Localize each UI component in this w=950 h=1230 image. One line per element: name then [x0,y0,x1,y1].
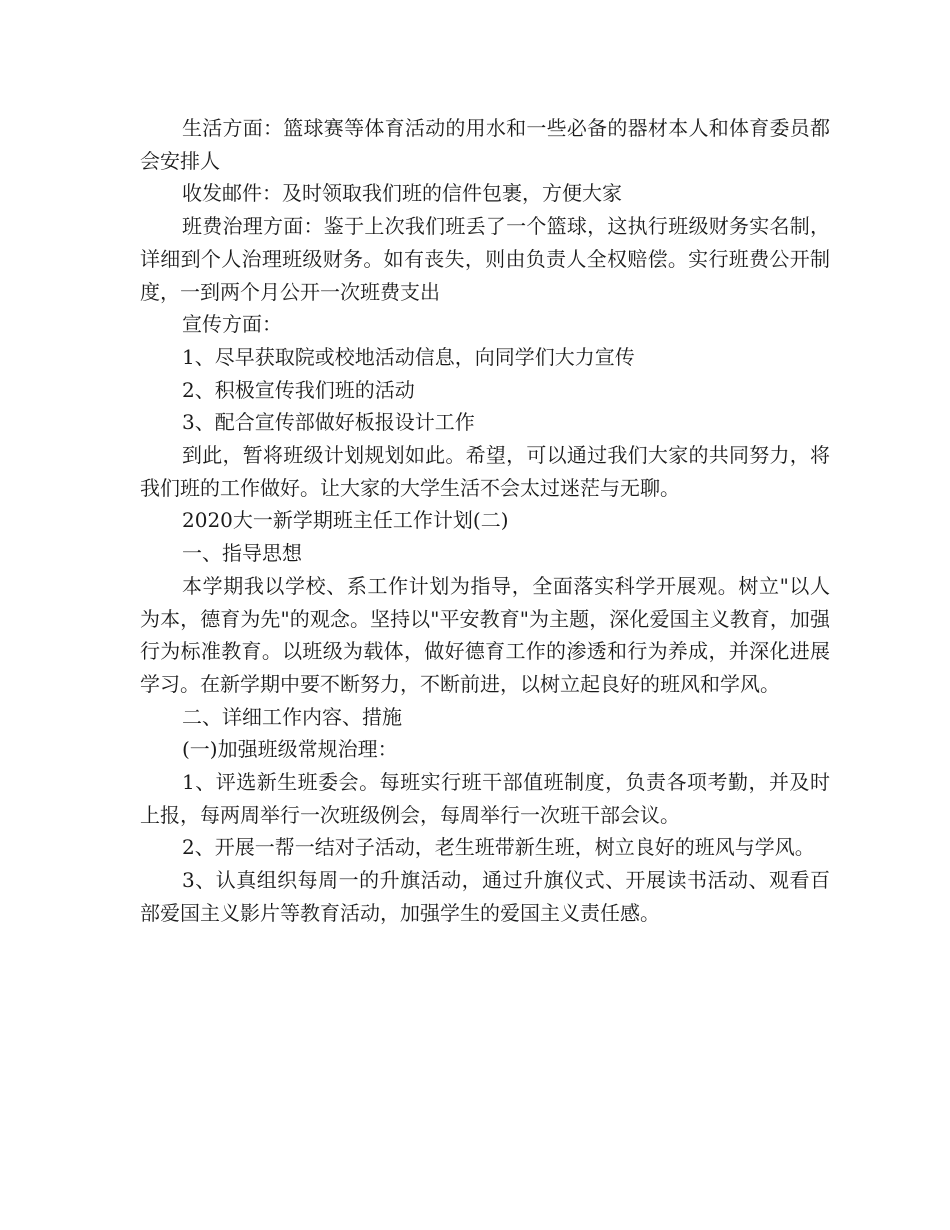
paragraph-guiding-ideology: 本学期我以学校、系工作计划为指导，全面落实科学开展观。树立"以人为本，德育为先"的观念。坚持以"平安教育"为主题，深化爱国主义教育，加强行为标准教育。以班级为载体，做好德育工作的渗透和行为养成，并深化进展学习。在新学期中要不断努力，不断前进，以树立起良好的班风和学风。 [140,573,830,696]
paragraph-publicity-item-1: 1、尽早获取院或校地活动信息，向同学们大力宣传 [182,344,635,369]
heading-work-content: 二、详细工作内容、措施 [182,704,402,729]
subheading-routine-management: (一)加强班级常规治理： [182,737,398,762]
paragraph-item-1: 1、评选新生班委会。每班实行班干部值班制度，负责各项考勤，并及时上报，每两周举行一次班级例会，每周举行一次班干部会议。 [140,770,830,827]
paragraph-life: 生活方面：篮球赛等体育活动的用水和一些必备的器材本人和体育委员都会安排人 [140,116,830,173]
paragraph-publicity-item-2: 2、积极宣传我们班的活动 [182,377,415,402]
paragraph-item-2: 2、开展一帮一结对子活动，老生班带新生班，树立良好的班风与学风。 [182,835,815,860]
paragraph-conclusion: 到此，暂将班级计划规划如此。希望，可以通过我们大家的共同努力，将我们班的工作做好。让大家的大学生活不会太过迷茫与无聊。 [140,443,830,500]
section-title: 2020大一新学期班主任工作计划(二) [182,508,509,533]
paragraph-publicity-heading: 宣传方面： [182,312,282,337]
paragraph-mail: 收发邮件：及时领取我们班的信件包裹，方便大家 [182,181,622,206]
paragraph-publicity-item-3: 3、配合宣传部做好板报设计工作 [182,410,475,435]
paragraph-item-3: 3、认真组织每周一的升旗活动，通过升旗仪式、开展读书活动、观看百部爱国主义影片等教育活动，加强学生的爱国主义责任感。 [140,868,830,925]
heading-guiding-ideology: 一、指导思想 [182,541,302,566]
paragraph-class-fee: 班费治理方面：鉴于上次我们班丢了一个篮球，这执行班级财务实名制，详细到个人治理班级财务。如有丧失，则由负责人全权赔偿。实行班费公开制度，一到两个月公开一次班费支出 [140,214,830,304]
